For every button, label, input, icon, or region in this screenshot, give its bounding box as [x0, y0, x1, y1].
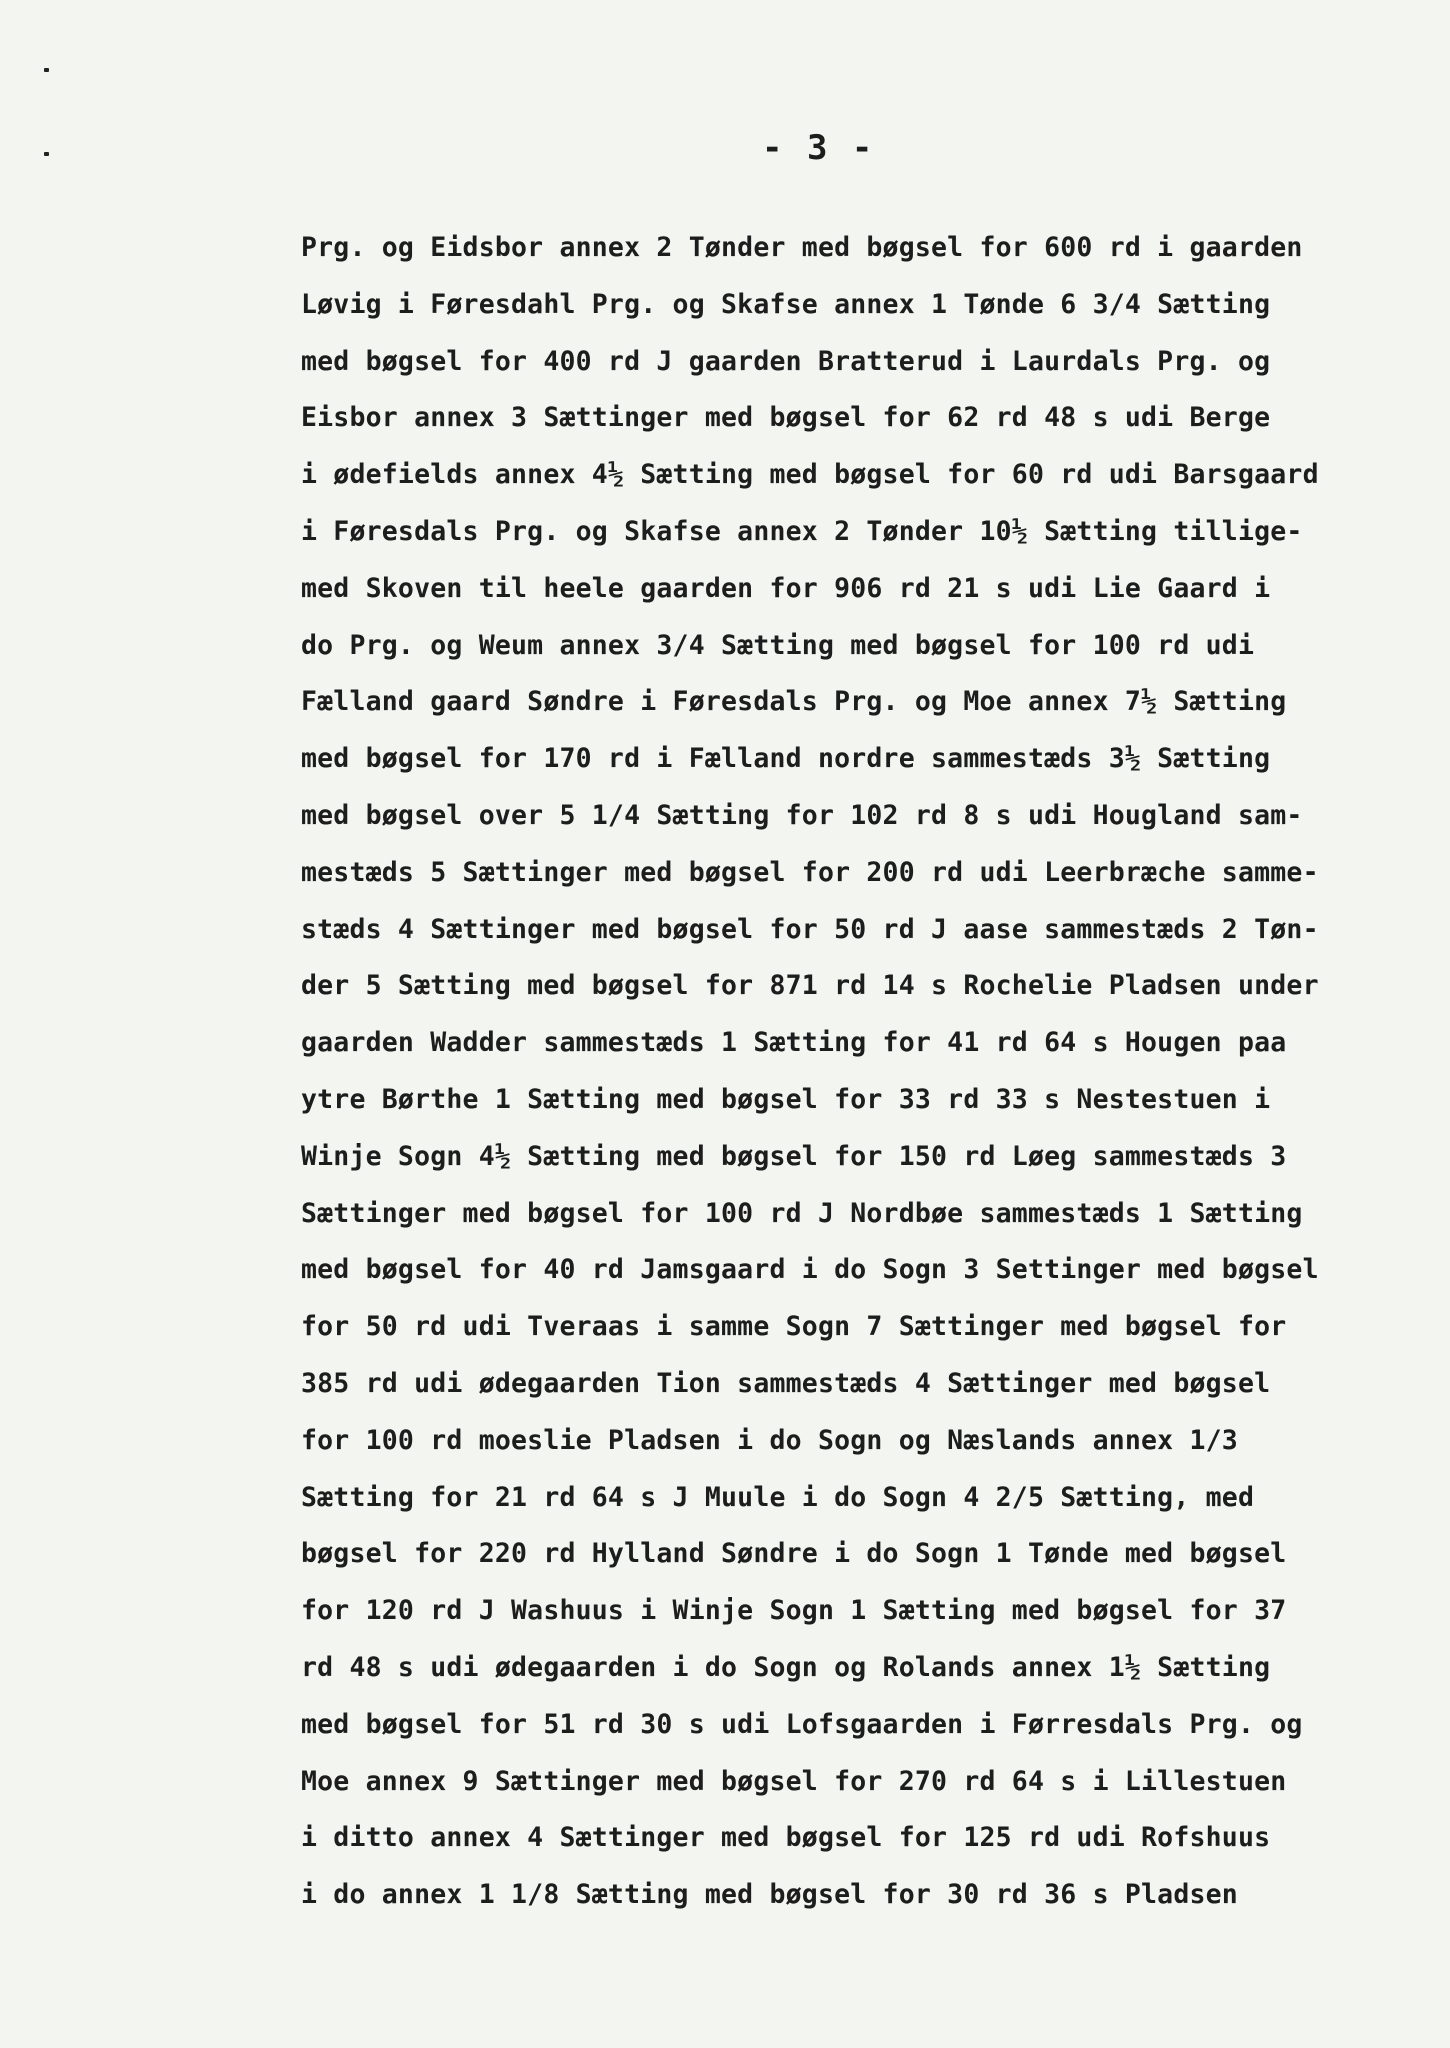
text-line: bøgsel for 220 rd Hylland Søndre i do Sogn 1 Tønde med bøgsel	[301, 1538, 1287, 1570]
text-line: i do annex 1 1/8 Sætting med bøgsel for 30 rd 36 s Pladsen	[301, 1879, 1238, 1911]
text-line: stæds 4 Sættinger med bøgsel for 50 rd J aase sammestæds 2 Tøn-	[301, 913, 1319, 945]
text-line: i Føresdals Prg. og Skafse annex 2 Tønder 10½ Sætting tillige-	[301, 515, 1303, 547]
text-line: Eisbor annex 3 Sættinger med bøgsel for 62 rd 48 s udi Berge	[301, 402, 1271, 434]
text-line: med bøgsel for 170 rd i Fælland nordre sammestæds 3½ Sætting	[301, 743, 1271, 775]
text-line: Fælland gaard Søndre i Føresdals Prg. og Moe annex 7½ Sætting	[301, 686, 1287, 718]
text-line: med bøgsel for 51 rd 30 s udi Lofsgaarden i Førresdals Prg. og	[301, 1708, 1303, 1740]
text-line: med Skoven til heele gaarden for 906 rd 21 s udi Lie Gaard i	[301, 572, 1271, 604]
text-line: med bøgsel for 400 rd J gaarden Bratterud i Laurdals Prg. og	[301, 345, 1271, 377]
text-line: Løvig i Føresdahl Prg. og Skafse annex 1 Tønde 6 3/4 Sætting	[301, 288, 1271, 320]
text-line: Sætting for 21 rd 64 s J Muule i do Sogn 4 2/5 Sætting, med	[301, 1481, 1255, 1513]
text-line: Winje Sogn 4½ Sætting med bøgsel for 150 rd Løeg sammestæds 3	[301, 1140, 1287, 1172]
text-line: ytre Børthe 1 Sætting med bøgsel for 33 rd 33 s Nestestuen i	[301, 1083, 1271, 1115]
text-line: rd 48 s udi ødegaarden i do Sogn og Rolands annex 1½ Sætting	[301, 1651, 1271, 1683]
text-line: med bøgsel for 40 rd Jamsgaard i do Sogn 3 Settinger med bøgsel	[301, 1254, 1319, 1286]
text-line: Prg. og Eidsbor annex 2 Tønder med bøgsel for 600 rd i gaarden	[301, 232, 1303, 263]
text-line: for 50 rd udi Tveraas i samme Sogn 7 Sættinger med bøgsel for	[301, 1311, 1287, 1343]
document-text	[301, 220, 1431, 1924]
text-line: 385 rd udi ødegaarden Tion sammestæds 4 Sættinger med bøgsel	[301, 1367, 1271, 1399]
text-line: do Prg. og Weum annex 3/4 Sætting med bøgsel for 100 rd udi	[301, 629, 1255, 661]
margin-dot-bottom	[44, 152, 49, 156]
text-line: for 100 rd moeslie Pladsen i do Sogn og Næslands annex 1/3	[301, 1424, 1238, 1456]
text-line: Moe annex 9 Sættinger med bøgsel for 270 rd 64 s i Lillestuen	[301, 1765, 1287, 1797]
text-line: gaarden Wadder sammestæds 1 Sætting for 41 rd 64 s Hougen paa	[301, 1027, 1287, 1059]
page-number: - 3 -	[762, 128, 875, 168]
text-line: i ditto annex 4 Sættinger med bøgsel for 125 rd udi Rofshuus	[301, 1822, 1271, 1854]
text-line: i ødefields annex 4½ Sætting med bøgsel for 60 rd udi Barsgaard	[301, 459, 1319, 491]
text-line: Sættinger med bøgsel for 100 rd J Nordbøe sammestæds 1 Sætting	[301, 1197, 1303, 1229]
text-line: der 5 Sætting med bøgsel for 871 rd 14 s Rochelie Pladsen under	[301, 970, 1319, 1002]
text-line: mestæds 5 Sættinger med bøgsel for 200 rd udi Leerbræche samme-	[301, 856, 1319, 888]
margin-dot-top	[44, 68, 49, 72]
text-line: for 120 rd J Washuus i Winje Sogn 1 Sætting med bøgsel for 37	[301, 1595, 1287, 1627]
text-line: med bøgsel over 5 1/4 Sætting for 102 rd 8 s udi Hougland sam-	[301, 799, 1303, 831]
